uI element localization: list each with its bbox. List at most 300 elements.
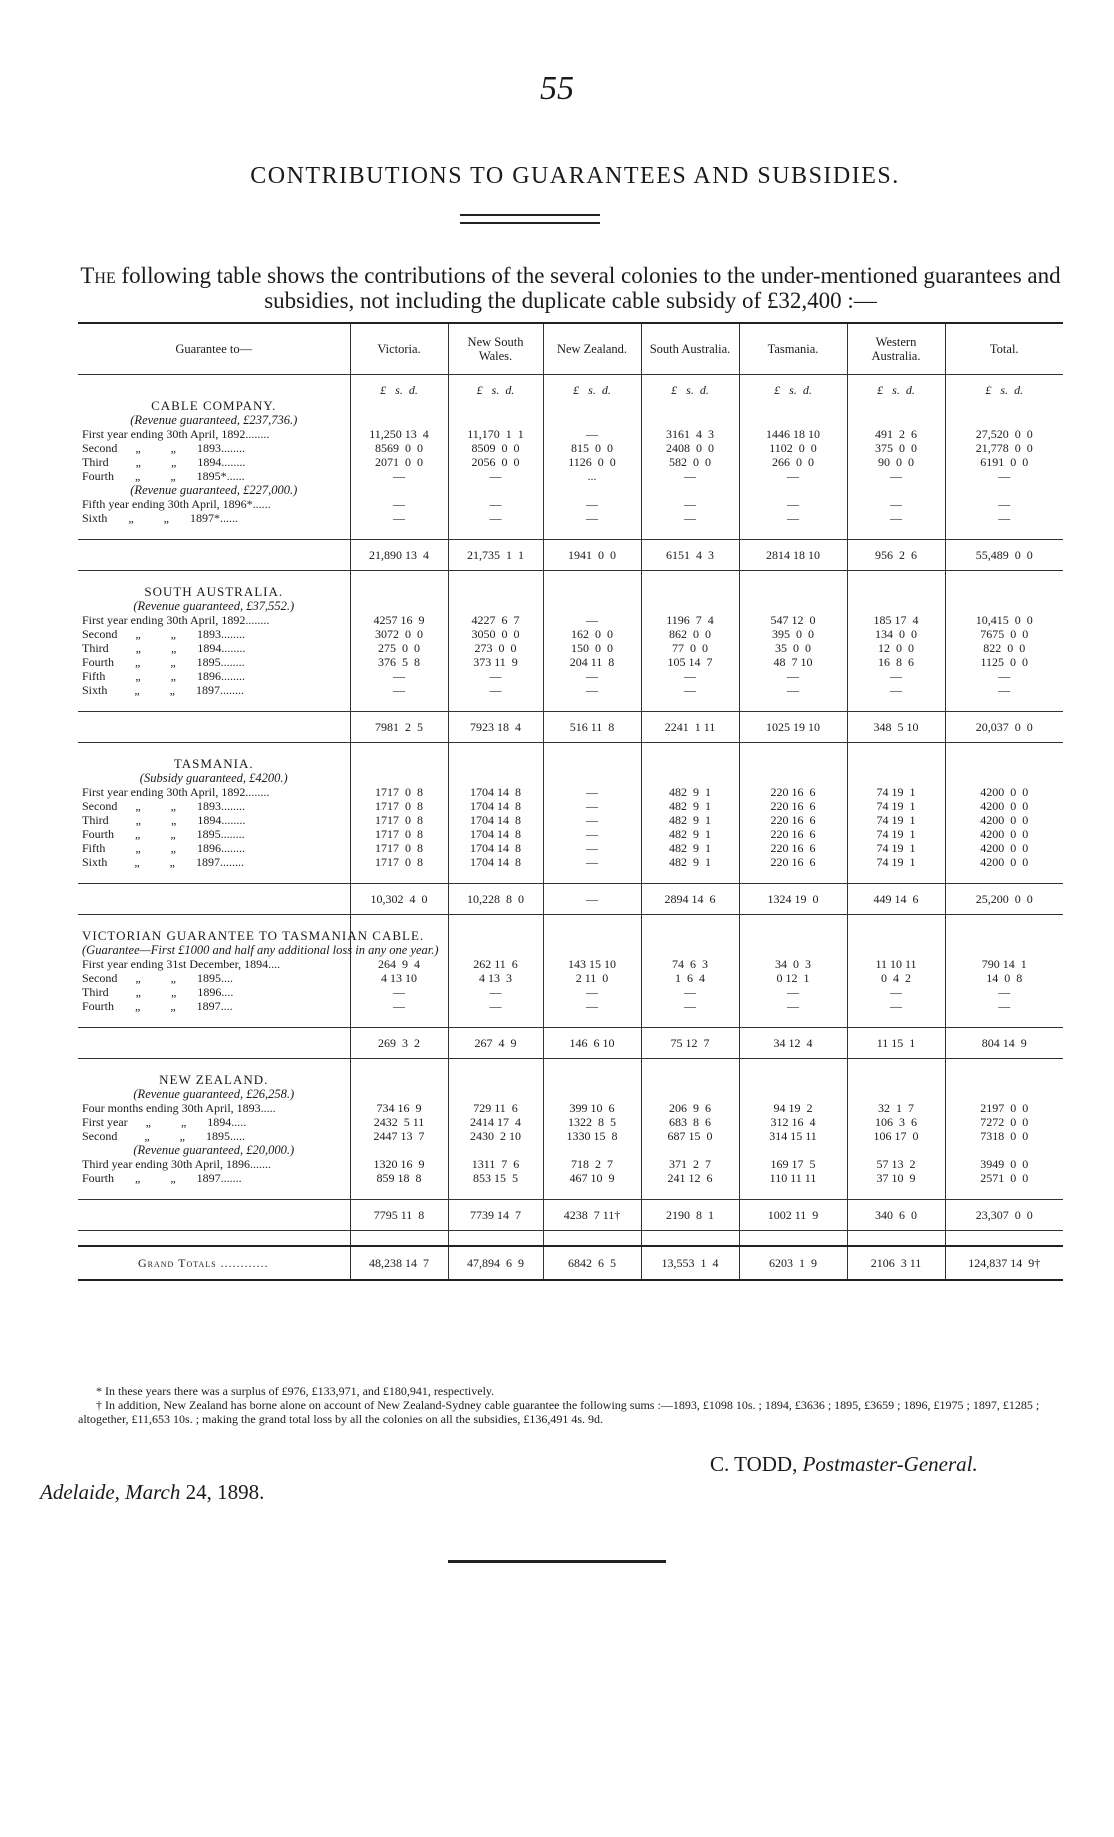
- empty-cell: [945, 599, 1063, 613]
- value-cell: 220 16 6: [739, 827, 847, 841]
- table-row: [78, 813, 1063, 827]
- empty-cell: [847, 743, 945, 758]
- row-label: Fifth „ „ 1896........: [82, 841, 245, 855]
- table-row: [78, 1115, 1063, 1129]
- value-cell: 48 7 10: [739, 655, 847, 669]
- row-label: Second „ „ 1893........: [82, 799, 245, 813]
- empty-cell: [448, 1231, 543, 1247]
- value-cell: 2071 0 0: [350, 455, 448, 469]
- empty-cell: [543, 525, 641, 540]
- empty-cell: [739, 757, 847, 771]
- empty-cell: [543, 771, 641, 785]
- section-total-row: [78, 712, 1063, 743]
- empty-cell: [641, 743, 739, 758]
- value-cell: —: [350, 511, 448, 525]
- value-cell: —: [543, 669, 641, 683]
- empty-cell: [543, 585, 641, 599]
- value-cell: —: [448, 469, 543, 483]
- value-cell: 1002 11 9: [739, 1200, 847, 1231]
- empty-cell: [543, 1087, 641, 1101]
- value-cell: 273 0 0: [448, 641, 543, 655]
- spacer-row: [78, 743, 1063, 758]
- value-cell: 11,170 1 1: [448, 427, 543, 441]
- spacer-row: [78, 915, 1063, 930]
- empty-cell: [350, 413, 448, 427]
- table-row: [78, 511, 1063, 525]
- value-cell: 2 11 0: [543, 971, 641, 985]
- value-cell: 376 5 8: [350, 655, 448, 669]
- intro-first-word: The: [80, 263, 116, 288]
- value-cell: 815 0 0: [543, 441, 641, 455]
- empty-cell: [641, 1073, 739, 1087]
- empty-cell: [847, 585, 945, 599]
- value-cell: —: [847, 497, 945, 511]
- empty-cell: [78, 375, 350, 400]
- value-cell: 1704 14 8: [448, 785, 543, 799]
- grand-totals-row: [78, 1246, 1063, 1280]
- section-subtitle-cell: (Guarantee—First £1000 and half any additional loss in any one year.): [82, 943, 439, 957]
- value-cell: —: [641, 469, 739, 483]
- empty-cell: [543, 571, 641, 586]
- section-subtitle-cell: (Revenue guaranteed, £37,552.): [133, 599, 295, 613]
- value-cell: 262 11 6: [448, 957, 543, 971]
- table-row: [78, 669, 1063, 683]
- value-cell: 74 19 1: [847, 841, 945, 855]
- empty-cell: [739, 525, 847, 540]
- value-cell: 74 6 3: [641, 957, 739, 971]
- empty-cell: [543, 743, 641, 758]
- value-cell: 1717 0 8: [350, 799, 448, 813]
- empty-cell: [945, 869, 1063, 884]
- empty-cell: [448, 757, 543, 771]
- empty-cell: [847, 697, 945, 712]
- value-cell: 859 18 8: [350, 1171, 448, 1185]
- empty-cell: [847, 757, 945, 771]
- value-cell: —: [448, 985, 543, 999]
- value-cell: 185 17 4: [847, 613, 945, 627]
- empty-cell: [78, 743, 350, 758]
- units-cell: £ s. d.: [543, 375, 641, 400]
- value-cell: 482 9 1: [641, 785, 739, 799]
- spacer-row: [78, 1185, 1063, 1200]
- value-cell: 1126 0 0: [543, 455, 641, 469]
- empty-cell: [847, 929, 945, 943]
- value-cell: 314 15 11: [739, 1129, 847, 1143]
- value-cell: 4200 0 0: [945, 855, 1063, 869]
- value-cell: —: [739, 511, 847, 525]
- value-cell: 7981 2 5: [350, 712, 448, 743]
- value-cell: 94 19 2: [739, 1101, 847, 1115]
- row-label: Sixth „ „ 1897........: [82, 683, 244, 697]
- empty-cell: [641, 413, 739, 427]
- value-cell: 74 19 1: [847, 785, 945, 799]
- empty-cell: [350, 599, 448, 613]
- empty-cell: [847, 1231, 945, 1247]
- table-row: [78, 799, 1063, 813]
- empty-cell: [945, 1013, 1063, 1028]
- empty-cell: [945, 929, 1063, 943]
- value-cell: 2241 1 11: [641, 712, 739, 743]
- empty-cell: [739, 399, 847, 413]
- value-cell: —: [847, 469, 945, 483]
- value-cell: 7318 0 0: [945, 1129, 1063, 1143]
- intro-text: following table shows the contributions of the several colonies to the under-mentioned guarantees and subsidies, not including the duplicate cable subsidy of £32,400 :—: [115, 263, 1061, 313]
- value-cell: 11 10 11: [847, 957, 945, 971]
- value-cell: 21,778 0 0: [945, 441, 1063, 455]
- section-subtitle-cell: (Revenue guaranteed, £20,000.): [133, 1143, 295, 1157]
- value-cell: 1 6 4: [641, 971, 739, 985]
- value-cell: 220 16 6: [739, 855, 847, 869]
- empty-cell: [641, 869, 739, 884]
- empty-cell: [543, 1073, 641, 1087]
- table-row: [78, 985, 1063, 999]
- empty-cell: [847, 483, 945, 497]
- section-subtitle-cell: (Revenue guaranteed, £237,736.): [130, 413, 298, 427]
- date: 24, 1898.: [185, 1480, 265, 1504]
- value-cell: 956 2 6: [847, 540, 945, 571]
- table-row: [78, 469, 1063, 483]
- value-cell: 2106 3 11: [847, 1246, 945, 1280]
- empty-cell: [945, 399, 1063, 413]
- empty-cell: [543, 1185, 641, 1200]
- value-cell: 1330 15 8: [543, 1129, 641, 1143]
- value-cell: 729 11 6: [448, 1101, 543, 1115]
- value-cell: 2056 0 0: [448, 455, 543, 469]
- value-cell: 482 9 1: [641, 855, 739, 869]
- value-cell: 220 16 6: [739, 841, 847, 855]
- empty-cell: [641, 1231, 739, 1247]
- empty-cell: [739, 915, 847, 930]
- value-cell: —: [739, 669, 847, 683]
- value-cell: 4200 0 0: [945, 813, 1063, 827]
- table-row: [78, 613, 1063, 627]
- empty-cell: [847, 399, 945, 413]
- row-label: First year ending 31st December, 1894....: [82, 957, 281, 971]
- header-cell: New South Wales.: [448, 324, 543, 375]
- table-row: [78, 655, 1063, 669]
- value-cell: —: [945, 469, 1063, 483]
- empty-cell: [739, 585, 847, 599]
- empty-cell: [739, 1013, 847, 1028]
- value-cell: 241 12 6: [641, 1171, 739, 1185]
- empty-cell: [448, 771, 543, 785]
- empty-cell: [350, 915, 448, 930]
- row-label: [78, 1200, 350, 1231]
- value-cell: 8509 0 0: [448, 441, 543, 455]
- value-cell: —: [543, 613, 641, 627]
- units-cell: £ s. d.: [739, 375, 847, 400]
- value-cell: 4 13 3: [448, 971, 543, 985]
- value-cell: 0 12 1: [739, 971, 847, 985]
- value-cell: —: [847, 985, 945, 999]
- value-cell: 582 0 0: [641, 455, 739, 469]
- value-cell: 804 14 9: [945, 1028, 1063, 1059]
- empty-cell: [847, 915, 945, 930]
- title-divider: [460, 214, 600, 224]
- row-label: Sixth „ „ 1897*......: [82, 511, 238, 525]
- value-cell: —: [448, 683, 543, 697]
- units-cell: £ s. d.: [847, 375, 945, 400]
- empty-cell: [847, 771, 945, 785]
- spacer-row: [78, 525, 1063, 540]
- value-cell: 267 4 9: [448, 1028, 543, 1059]
- value-cell: 124,837 14 9†: [945, 1246, 1063, 1280]
- value-cell: 266 0 0: [739, 455, 847, 469]
- value-cell: 220 16 6: [739, 785, 847, 799]
- value-cell: —: [641, 497, 739, 511]
- value-cell: 6203 1 9: [739, 1246, 847, 1280]
- section-title: [78, 929, 1063, 943]
- value-cell: —: [448, 511, 543, 525]
- empty-cell: [448, 413, 543, 427]
- value-cell: 1717 0 8: [350, 841, 448, 855]
- value-cell: 1704 14 8: [448, 841, 543, 855]
- empty-cell: [739, 1231, 847, 1247]
- value-cell: 21,890 13 4: [350, 540, 448, 571]
- empty-cell: [350, 1013, 448, 1028]
- row-label: Second „ „ 1893........: [82, 441, 245, 455]
- section-subtitle: [78, 1143, 1063, 1157]
- value-cell: 1025 19 10: [739, 712, 847, 743]
- spacer-row: [78, 571, 1063, 586]
- value-cell: 683 8 6: [641, 1115, 739, 1129]
- row-label: Fourth „ „ 1895........: [82, 827, 245, 841]
- empty-cell: [448, 1059, 543, 1074]
- empty-cell: [739, 1185, 847, 1200]
- section-subtitle: [78, 1087, 1063, 1101]
- spacer-row: [78, 697, 1063, 712]
- value-cell: —: [350, 669, 448, 683]
- value-cell: 1446 18 10: [739, 427, 847, 441]
- value-cell: 687 15 0: [641, 1129, 739, 1143]
- empty-cell: [641, 1013, 739, 1028]
- value-cell: 27,520 0 0: [945, 427, 1063, 441]
- value-cell: 2430 2 10: [448, 1129, 543, 1143]
- section-title: [78, 399, 1063, 413]
- empty-cell: [448, 915, 543, 930]
- place: Adelaide, March: [40, 1480, 181, 1504]
- value-cell: 1196 7 4: [641, 613, 739, 627]
- value-cell: —: [739, 985, 847, 999]
- empty-cell: [945, 571, 1063, 586]
- empty-cell: [543, 399, 641, 413]
- value-cell: 2432 5 11: [350, 1115, 448, 1129]
- empty-cell: [448, 697, 543, 712]
- empty-cell: [350, 571, 448, 586]
- value-cell: 862 0 0: [641, 627, 739, 641]
- table-row: [78, 1157, 1063, 1171]
- value-cell: 74 19 1: [847, 855, 945, 869]
- value-cell: —: [945, 999, 1063, 1013]
- empty-cell: [543, 413, 641, 427]
- value-cell: —: [641, 511, 739, 525]
- empty-cell: [641, 929, 739, 943]
- value-cell: 482 9 1: [641, 841, 739, 855]
- signature-name: C. TODD,: [710, 1452, 798, 1476]
- value-cell: 373 11 9: [448, 655, 543, 669]
- value-cell: 482 9 1: [641, 799, 739, 813]
- value-cell: 2894 14 6: [641, 884, 739, 915]
- empty-cell: [641, 1059, 739, 1074]
- value-cell: 482 9 1: [641, 827, 739, 841]
- empty-cell: [78, 1013, 350, 1028]
- empty-cell: [641, 525, 739, 540]
- table-row: [78, 427, 1063, 441]
- empty-cell: [448, 1185, 543, 1200]
- value-cell: —: [543, 427, 641, 441]
- value-cell: 106 3 6: [847, 1115, 945, 1129]
- value-cell: 1717 0 8: [350, 813, 448, 827]
- value-cell: 1125 0 0: [945, 655, 1063, 669]
- value-cell: 150 0 0: [543, 641, 641, 655]
- value-cell: —: [448, 999, 543, 1013]
- empty-cell: [739, 571, 847, 586]
- value-cell: 275 0 0: [350, 641, 448, 655]
- empty-cell: [847, 413, 945, 427]
- value-cell: 2190 8 1: [641, 1200, 739, 1231]
- empty-cell: [543, 697, 641, 712]
- value-cell: 1311 7 6: [448, 1157, 543, 1171]
- row-label: Fifth „ „ 1896........: [82, 669, 245, 683]
- value-cell: 734 16 9: [350, 1101, 448, 1115]
- value-cell: 204 11 8: [543, 655, 641, 669]
- value-cell: —: [350, 497, 448, 511]
- value-cell: 449 14 6: [847, 884, 945, 915]
- value-cell: 3050 0 0: [448, 627, 543, 641]
- row-label: First year ending 30th April, 1892........: [82, 785, 270, 799]
- table-row: [78, 1171, 1063, 1185]
- value-cell: 1717 0 8: [350, 785, 448, 799]
- section-subtitle: [78, 943, 1063, 957]
- table-row: [78, 841, 1063, 855]
- value-cell: 822 0 0: [945, 641, 1063, 655]
- table-row: [78, 785, 1063, 799]
- value-cell: 90 0 0: [847, 455, 945, 469]
- intro-paragraph: [78, 263, 1063, 313]
- value-cell: 21,735 1 1: [448, 540, 543, 571]
- footnote: * In these years there was a surplus of £976, £133,971, and £180,941, respectively.: [96, 1384, 495, 1398]
- empty-cell: [350, 1231, 448, 1247]
- empty-cell: [847, 1143, 945, 1157]
- empty-cell: [847, 1185, 945, 1200]
- value-cell: 74 19 1: [847, 827, 945, 841]
- section-title: [78, 585, 1063, 599]
- value-cell: 516 11 8: [543, 712, 641, 743]
- empty-cell: [739, 1143, 847, 1157]
- section-title-cell: CABLE COMPANY.: [151, 398, 277, 413]
- table-row: [78, 497, 1063, 511]
- value-cell: —: [448, 497, 543, 511]
- row-label: First year „ „ 1894.....: [82, 1115, 247, 1129]
- table-row: [78, 441, 1063, 455]
- value-cell: 1941 0 0: [543, 540, 641, 571]
- empty-cell: [945, 1231, 1063, 1247]
- value-cell: 77 0 0: [641, 641, 739, 655]
- value-cell: 10,415 0 0: [945, 613, 1063, 627]
- section-subtitle: [78, 483, 1063, 497]
- units-cell: £ s. d.: [350, 375, 448, 400]
- value-cell: 47,894 6 9: [448, 1246, 543, 1280]
- header-cell: Victoria.: [350, 324, 448, 375]
- empty-cell: [78, 571, 350, 586]
- value-cell: —: [739, 999, 847, 1013]
- value-cell: —: [945, 985, 1063, 999]
- header-cell: South Australia.: [641, 324, 739, 375]
- table-row: [78, 971, 1063, 985]
- spacer-row: [78, 1231, 1063, 1247]
- empty-cell: [350, 771, 448, 785]
- empty-cell: [945, 1185, 1063, 1200]
- empty-cell: [641, 585, 739, 599]
- empty-cell: [945, 1059, 1063, 1074]
- value-cell: 143 15 10: [543, 957, 641, 971]
- footnotes: [78, 1384, 1063, 1426]
- value-cell: 2414 17 4: [448, 1115, 543, 1129]
- empty-cell: [448, 571, 543, 586]
- empty-cell: [945, 757, 1063, 771]
- row-label: Sixth „ „ 1897........: [82, 855, 244, 869]
- value-cell: —: [739, 469, 847, 483]
- section-subtitle-cell: (Revenue guaranteed, £26,258.): [133, 1087, 295, 1101]
- value-cell: 2408 0 0: [641, 441, 739, 455]
- value-cell: 340 6 0: [847, 1200, 945, 1231]
- empty-cell: [448, 1087, 543, 1101]
- value-cell: 220 16 6: [739, 813, 847, 827]
- empty-cell: [739, 1087, 847, 1101]
- empty-cell: [739, 599, 847, 613]
- row-label: Third year ending 30th April, 1896.......: [82, 1157, 271, 1171]
- value-cell: 7923 18 4: [448, 712, 543, 743]
- row-label: [78, 540, 350, 571]
- empty-cell: [739, 697, 847, 712]
- row-label: First year ending 30th April, 1892........: [82, 427, 270, 441]
- value-cell: —: [543, 683, 641, 697]
- empty-cell: [641, 757, 739, 771]
- header-cell: New Zealand.: [543, 324, 641, 375]
- empty-cell: [543, 915, 641, 930]
- value-cell: 4 13 10: [350, 971, 448, 985]
- value-cell: 4200 0 0: [945, 799, 1063, 813]
- empty-cell: [739, 483, 847, 497]
- value-cell: 7795 11 8: [350, 1200, 448, 1231]
- empty-cell: [945, 413, 1063, 427]
- value-cell: 853 15 5: [448, 1171, 543, 1185]
- value-cell: 23,307 0 0: [945, 1200, 1063, 1231]
- value-cell: 13,553 1 4: [641, 1246, 739, 1280]
- value-cell: —: [543, 841, 641, 855]
- row-label: Four months ending 30th April, 1893.....: [82, 1101, 276, 1115]
- value-cell: 4227 6 7: [448, 613, 543, 627]
- empty-cell: [641, 1143, 739, 1157]
- value-cell: 146 6 10: [543, 1028, 641, 1059]
- value-cell: —: [543, 985, 641, 999]
- row-label: Second „ „ 1893........: [82, 627, 245, 641]
- value-cell: 37 10 9: [847, 1171, 945, 1185]
- value-cell: 220 16 6: [739, 799, 847, 813]
- spacer-row: [78, 1013, 1063, 1028]
- footnote: † In addition, New Zealand has borne alone on account of New Zealand-Sydney cable guarantee the following sums :—1893, £1098 10s. ; 1894, £3636 ; 1895, £3659 ; 1896, £1975 ; 1897, £1285 ; altogether, £11,653 10s. ; making the grand total loss by all the colonies on all the subsidies, £136,491 4s. 9d.: [78, 1398, 1040, 1426]
- value-cell: —: [350, 999, 448, 1013]
- value-cell: —: [543, 511, 641, 525]
- value-cell: 75 12 7: [641, 1028, 739, 1059]
- value-cell: 3161 4 3: [641, 427, 739, 441]
- table-row: [78, 627, 1063, 641]
- value-cell: —: [641, 985, 739, 999]
- value-cell: —: [543, 799, 641, 813]
- value-cell: —: [641, 669, 739, 683]
- section-title-cell: VICTORIAN GUARANTEE TO TASMANIAN CABLE.: [82, 928, 425, 943]
- empty-cell: [448, 483, 543, 497]
